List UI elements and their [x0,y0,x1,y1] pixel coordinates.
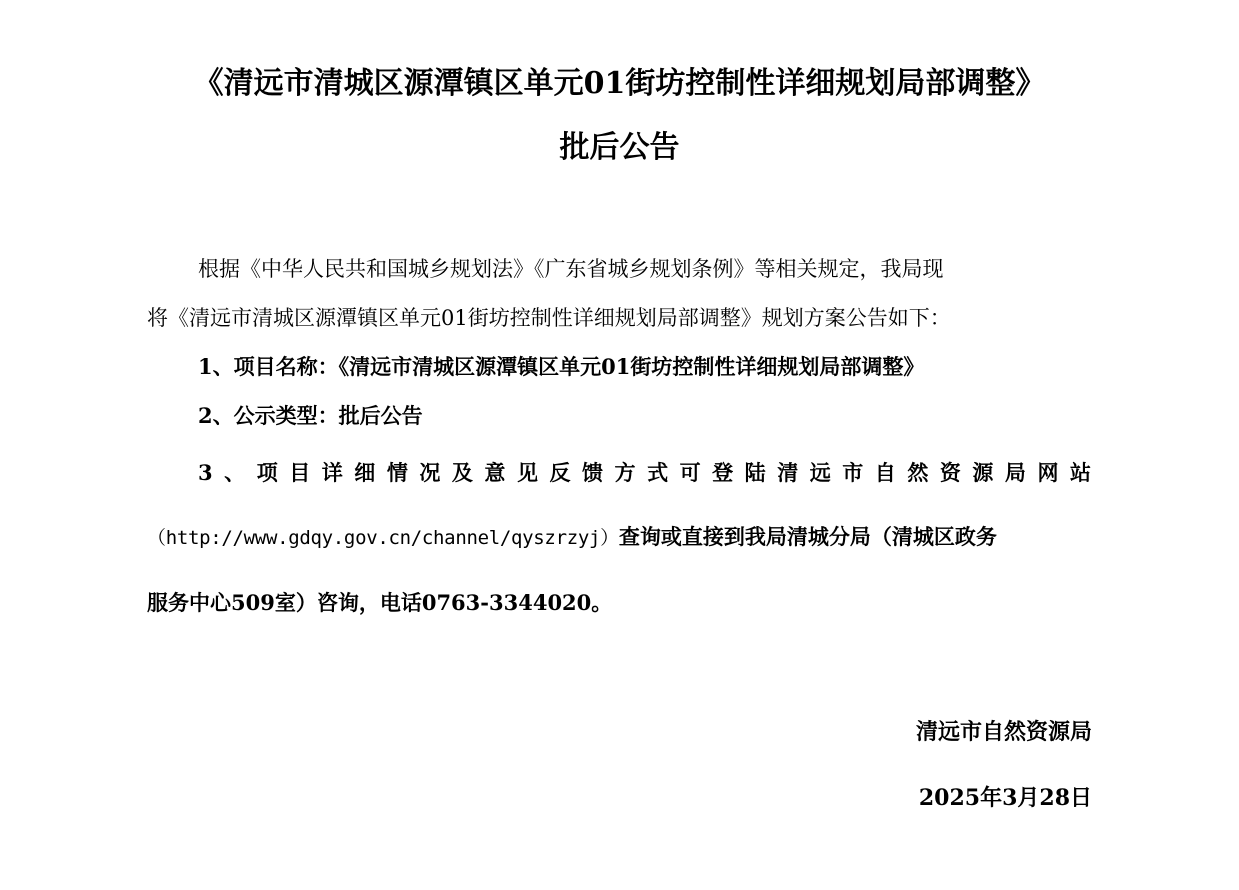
item-details-char: 自 [874,460,896,485]
item-details-char: 意 [484,460,506,485]
item-details-char: 、 [224,460,246,485]
item-details-char: 网 [1037,460,1059,485]
item-details-char: 及 [451,460,473,485]
item-notice-type: 2、公示类型：批后公告 [198,403,423,428]
item-details-char: 详 [321,460,343,485]
item-details-line-2-text: 查询或直接到我局清城分局（清城区政务 [618,524,997,549]
intro-line-1: 根据《中华人民共和国城乡规划法》《广东省城乡规划条例》等相关规定，我局现 [198,257,944,281]
item-details-char: 况 [419,460,441,485]
signature-org: 清远市自然资源局 [915,719,1092,745]
item-project-name: 1、项目名称：《清远市清城区源潭镇区单元01街坊控制性详细规划局部调整》 [198,354,925,379]
item-details-line-2 [147,523,1093,552]
item-details-char: 方 [614,460,636,485]
item-details-char: 市 [842,460,864,485]
intro-line-2: 将《清远市清城区源潭镇区单元01街坊控制性详细规划局部调整》规划方案公告如下： [147,306,951,330]
item-details-char: 目 [289,460,311,485]
item-details-char: 源 [972,460,994,485]
item-details-char: 登 [712,460,734,485]
item-details-char: 式 [647,460,669,485]
item-details-line-1 [198,459,1091,487]
signature-date: 2025年3月28日 [918,785,1092,811]
item-details-char: 项 [256,460,278,485]
item-details-char: 情 [386,460,408,485]
item-details-char: 然 [907,460,929,485]
item-details-char: 可 [679,460,701,485]
website-url[interactable]: （http://www.gdqy.gov.cn/channel/qyszrzyj） [147,527,619,549]
item-details-char: 清 [777,460,799,485]
item-details-char: 局 [1004,460,1026,485]
item-details-char: 站 [1069,460,1091,485]
item-details-line-3: 服务中心509室）咨询，电话0763-3344020。 [147,590,613,615]
item-details-char: 陆 [744,460,766,485]
item-details-char: 反 [549,460,571,485]
document-title-line-2: 批后公告 [559,130,680,165]
item-details-char: 见 [516,460,538,485]
item-details-char: 资 [939,460,961,485]
item-details-char: 3 [198,460,213,485]
document-title-line-1: 《清远市清城区源潭镇区单元01街坊控制性详细规划局部调整》 [193,66,1046,101]
item-details-char: 馈 [582,460,603,485]
item-details-char: 细 [354,460,376,485]
item-details-char: 远 [809,460,831,485]
